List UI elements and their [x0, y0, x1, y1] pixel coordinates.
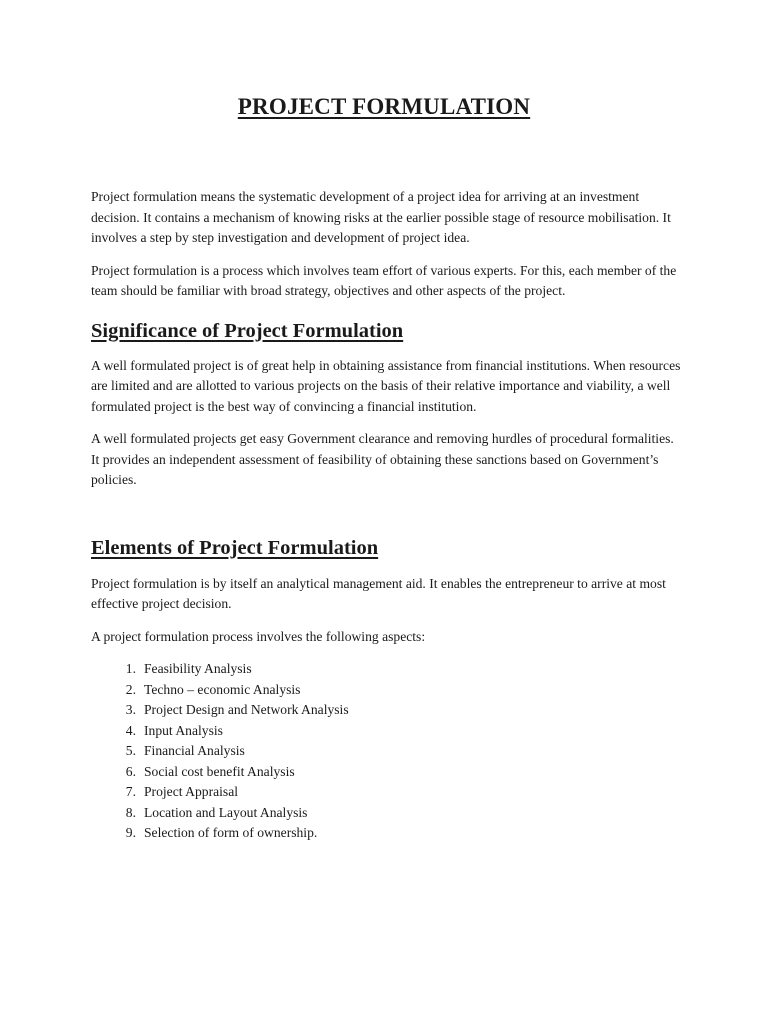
- list-item: [91, 762, 681, 783]
- list-item: [91, 803, 681, 824]
- list-item: [91, 680, 681, 701]
- elements-paragraph-2: A project formulation process involves the following aspects:: [91, 628, 426, 644]
- elements-paragraph-1: Project formulation is by itself an analytical management aid. It enables the entrepreneur to arrive at most effective project decision.: [91, 575, 666, 611]
- list-item: [91, 721, 681, 742]
- list-item-text: Project Design and Network Analysis: [144, 702, 349, 717]
- list-item-text: Feasibility Analysis: [144, 661, 252, 676]
- list-item: [91, 823, 681, 844]
- list-item: [91, 782, 681, 803]
- intro-paragraph-1: Project formulation means the systematic development of a project idea for arriving at an investment decision. It contains a mechanism of knowing risks at the earlier possible stage of resource mobilisation. It involves a step by step investigation and development of project idea.: [91, 189, 671, 245]
- list-item-number: 1.: [125, 661, 136, 676]
- list-item-text: Financial Analysis: [144, 743, 245, 758]
- list-item-text: Techno – economic Analysis: [144, 681, 301, 697]
- intro-paragraph-2: Project formulation is a process which involves team effort of various experts. For this, each member of the team should be familiar with broad strategy, objectives and other aspects of the project.: [91, 262, 677, 298]
- list-item-text: Selection of form of ownership.: [144, 825, 318, 840]
- list-item-text: Input Analysis: [144, 722, 223, 738]
- list-item-number: 5.: [125, 743, 136, 758]
- list-item-number: 7.: [125, 784, 136, 799]
- list-item: [91, 700, 681, 721]
- significance-paragraph-1: A well formulated project is of great help in obtaining assistance from financial institutions. When resources are limited and are allotted to various projects on the basis of their relative importance and viability, a well formulated project is the best way of convincing a financial institution.: [91, 357, 681, 414]
- aspects-list: [91, 659, 681, 844]
- document-title: PROJECT FORMULATION: [237, 94, 531, 119]
- document-body: [91, 187, 681, 844]
- significance-heading: Significance of Project Formulation: [91, 319, 404, 342]
- list-item-number: 8.: [125, 804, 136, 820]
- list-item: [91, 741, 681, 762]
- significance-paragraph-2: A well formulated projects get easy Government clearance and removing hurdles of procedural formalities. It provides an independent assessment of feasibility of obtaining these sanctions based on Government’s policies.: [91, 431, 674, 487]
- list-item: [91, 659, 681, 680]
- elements-heading: Elements of Project Formulation: [91, 536, 379, 559]
- list-item-text: Project Appraisal: [144, 784, 239, 799]
- list-item-number: 6.: [125, 763, 136, 779]
- list-item-number: 3.: [125, 702, 136, 717]
- list-item-number: 9.: [125, 825, 136, 840]
- list-item-text: Location and Layout Analysis: [144, 804, 308, 820]
- list-item-text: Social cost benefit Analysis: [144, 763, 295, 779]
- list-item-number: 2.: [125, 681, 136, 697]
- list-item-number: 4.: [125, 722, 136, 738]
